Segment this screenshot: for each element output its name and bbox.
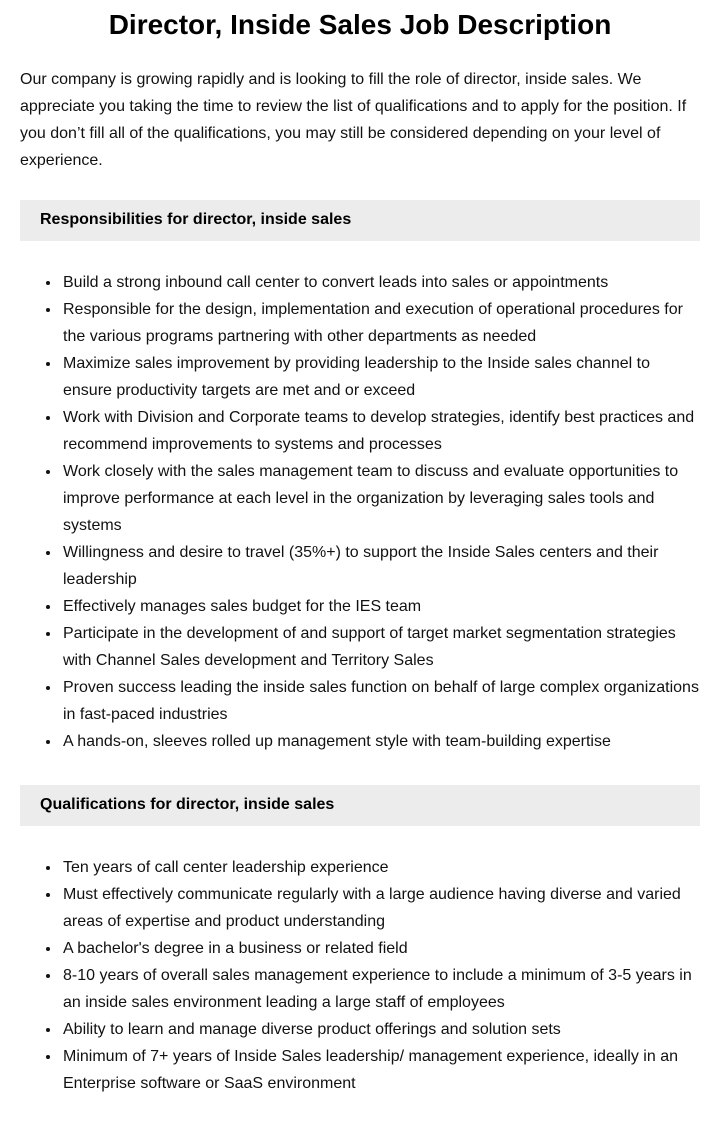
list-item: • Work with Division and Corporate teams to develop strategies, identify best practices and recommend improvements to systems and processes <box>61 404 700 458</box>
list-item: • Proven success leading the inside sales function on behalf of large complex organizations in fast-paced industries <box>61 674 700 728</box>
list-item: • Ability to learn and manage diverse product offerings and solution sets <box>61 1016 700 1043</box>
list-item: • A hands-on, sleeves rolled up management style with team-building expertise <box>61 728 700 755</box>
list-item: • Ten years of call center leadership experience <box>61 854 700 881</box>
qualifications-section <box>20 785 700 1097</box>
list-item: • Participate in the development of and support of target market segmentation strategies with Channel Sales development and Territory Sales <box>61 620 700 674</box>
list-item: • 8-10 years of overall sales management experience to include a minimum of 3-5 years in an inside sales environment leading a large staff of employees <box>61 962 700 1016</box>
list-item: • Work closely with the sales management team to discuss and evaluate opportunities to improve performance at each level in the organization by leveraging sales tools and systems <box>61 458 700 539</box>
qualifications-list <box>20 826 700 1097</box>
list-item: • Effectively manages sales budget for the IES team <box>61 593 700 620</box>
list-item: • Must effectively communicate regularly with a large audience having diverse and varied areas of expertise and product understanding <box>61 881 700 935</box>
list-item: • Maximize sales improvement by providing leadership to the Inside sales channel to ensure productivity targets are met and or exceed <box>61 350 700 404</box>
page-title: Director, Inside Sales Job Description <box>108 9 612 40</box>
qualifications-heading: Qualifications for director, inside sales <box>20 785 700 826</box>
responsibilities-heading: Responsibilities for director, inside sales <box>20 200 700 241</box>
responsibilities-section <box>20 200 700 755</box>
list-item: • Willingness and desire to travel (35%+) to support the Inside Sales centers and their leadership <box>61 539 700 593</box>
list-item: • Build a strong inbound call center to convert leads into sales or appointments <box>61 269 700 296</box>
list-item: • A bachelor's degree in a business or related field <box>61 935 700 962</box>
list-item: • Minimum of 7+ years of Inside Sales leadership/ management experience, ideally in an Enterprise software or SaaS environment <box>61 1043 700 1097</box>
responsibilities-list <box>20 241 700 755</box>
intro-paragraph: Our company is growing rapidly and is looking to fill the role of director, inside sales. We appreciate you taking the time to review the list of qualifications and to apply for the position. If you don’t fill all of the qualifications, you may still be considered depending on your level of experience. <box>20 71 687 169</box>
list-item: • Responsible for the design, implementation and execution of operational procedures for the various programs partnering with other departments as needed <box>61 296 700 350</box>
